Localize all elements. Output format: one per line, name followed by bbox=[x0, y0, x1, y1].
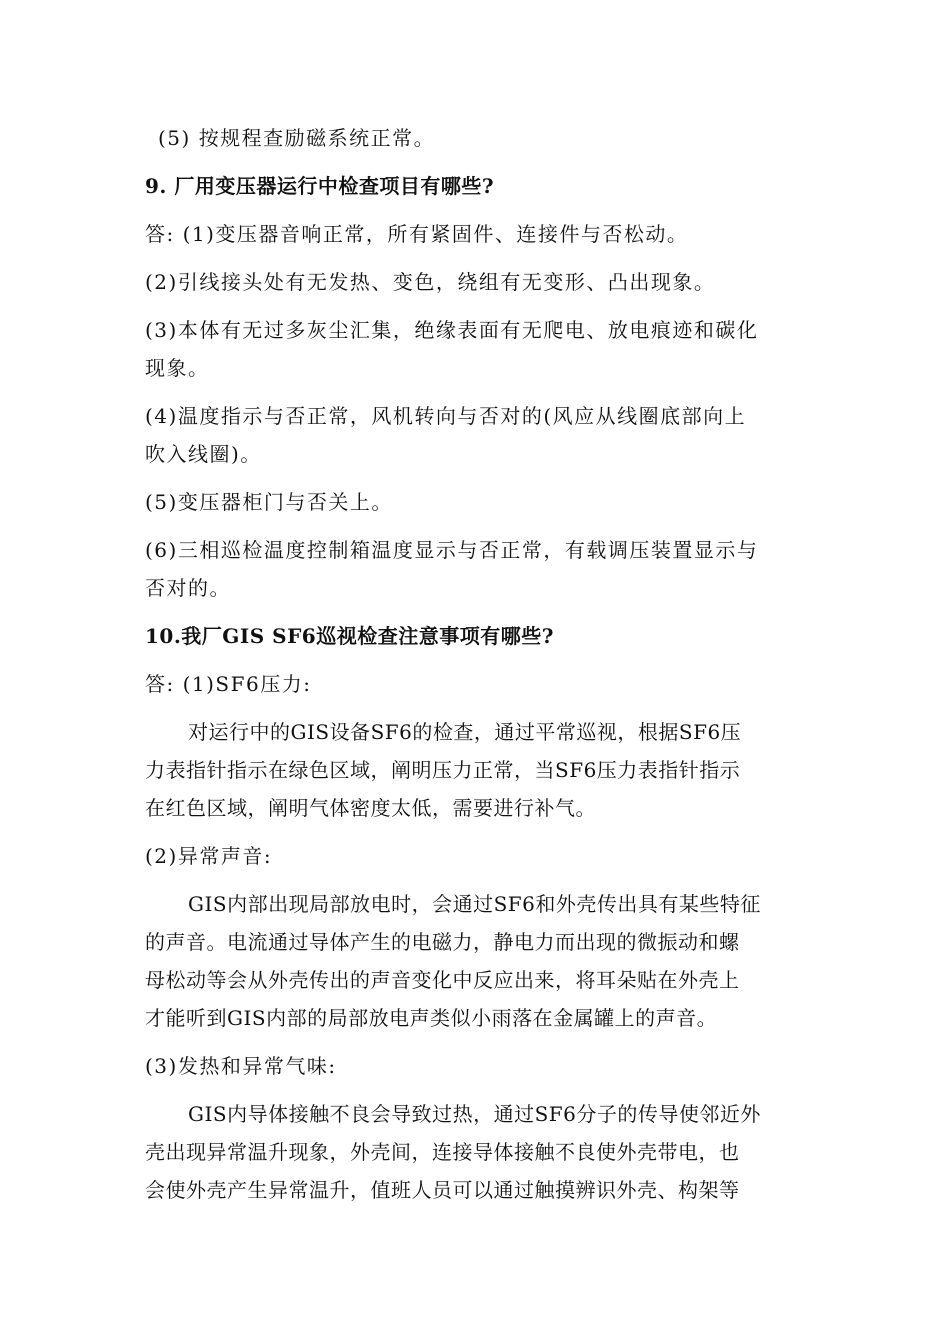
answer-9-item-5: (5)变压器柜门与否关上。 bbox=[145, 490, 393, 514]
answer-9-item-3-line-2: 现象。 bbox=[145, 356, 210, 380]
paragraph-abnormal-sound-line-1: GIS内部出现局部放电时，会通过SF6和外壳传出具有某些特征 bbox=[188, 892, 761, 916]
paragraph-sf6-pressure-line-2: 力表指针指示在绿色区域，阐明压力正常，当SF6压力表指针指示 bbox=[145, 758, 741, 782]
heading-question-10: 10.我厂GIS SF6巡视检查注意事项有哪些? bbox=[145, 624, 554, 648]
answer-10-item-2-title: (2)异常声音: bbox=[145, 844, 273, 868]
answer-9-item-1: 答: (1)变压器音响正常，所有紧固件、连接件与否松动。 bbox=[145, 222, 689, 246]
answer-9-item-3-line-1: (3)本体有无过多灰尘汇集，绝缘表面有无爬电、放电痕迹和碳化 bbox=[145, 318, 759, 342]
heading-question-9: 9. 厂用变压器运行中检查项目有哪些? bbox=[145, 174, 495, 198]
answer-10-item-3-title: (3)发热和异常气味: bbox=[145, 1054, 337, 1078]
paragraph-sf6-pressure-line-1: 对运行中的GIS设备SF6的检查，通过平常巡视，根据SF6压 bbox=[188, 720, 742, 744]
paragraph-heat-odor-line-1: GIS内导体接触不良会导致过热，通过SF6分子的传导使邻近外 bbox=[188, 1102, 761, 1126]
paragraph-sf6-pressure-line-3: 在红色区域，阐明气体密度太低，需要进行补气。 bbox=[145, 796, 596, 820]
answer-9-item-4-line-1: (4)温度指示与否正常，风机转向与否对的(风应从线圈底部向上 bbox=[145, 404, 747, 428]
answer-9-item-2: (2)引线接头处有无发热、变色，绕组有无变形、凸出现象。 bbox=[145, 270, 716, 294]
paragraph-heat-odor-line-3: 会使外壳产生异常温升，值班人员可以通过触摸辨识外壳、构架等 bbox=[145, 1178, 740, 1202]
paragraph-abnormal-sound-line-4: 才能听到GIS内部的局部放电声类似小雨落在金属罐上的声音。 bbox=[145, 1006, 718, 1030]
paragraph-abnormal-sound-line-3: 母松动等会从外壳传出的声音变化中反应出来，将耳朵贴在外壳上 bbox=[145, 968, 740, 992]
answer-10-item-1-title: 答: (1)SF6压力: bbox=[145, 672, 312, 696]
paragraph-abnormal-sound-line-2: 的声音。电流通过导体产生的电磁力，静电力而出现的微振动和螺 bbox=[145, 930, 740, 954]
answer-9-item-6-line-2: 否对的。 bbox=[145, 576, 231, 600]
answer-9-item-4-line-2: 吹入线圈)。 bbox=[145, 442, 262, 466]
answer-9-item-6-line-1: (6)三相巡检温度控制箱温度显示与否正常，有载调压装置显示与 bbox=[145, 538, 759, 562]
list-item-5-excitation: (5) 按规程查励磁系统正常。 bbox=[158, 126, 436, 150]
paragraph-heat-odor-line-2: 壳出现异常温升现象，外壳间，连接导体接触不良使外壳带电，也 bbox=[145, 1140, 740, 1164]
